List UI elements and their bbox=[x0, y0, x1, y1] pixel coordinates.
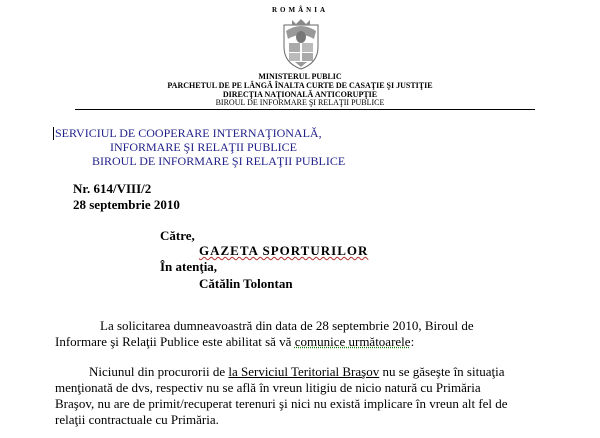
coat-of-arms-icon bbox=[278, 17, 324, 71]
recipient-name bbox=[199, 243, 368, 259]
reference-number: Nr. 614/VIII/2 bbox=[73, 181, 152, 196]
p1-text-a: Informare şi Relaţii Publice este abilitat să vă bbox=[55, 334, 295, 349]
institution-line-2: PARCHETUL DE PE LÂNGĂ ÎNALTA CURTE DE CASAŢIE ŞI JUSTIŢIE bbox=[167, 81, 433, 90]
recipient-person: Cătălin Tolontan bbox=[199, 276, 293, 291]
p1-text-c: : bbox=[410, 334, 415, 349]
recipient-to-label: Către, bbox=[160, 228, 195, 243]
p2-text-a: Niciunul din procurorii de bbox=[89, 364, 229, 379]
paragraph-2-line-1 bbox=[89, 364, 504, 380]
sender-line-3: BIROUL DE INFORMARE ŞI RELAŢII PUBLICE bbox=[92, 154, 346, 168]
reference-date: 28 septembrie 2010 bbox=[73, 197, 180, 212]
institution-line-1: MINISTERUL PUBLIC bbox=[258, 72, 342, 81]
paragraph-2-line-4: relaţii contractuale cu Primăria. bbox=[55, 412, 219, 427]
p2-text-b: la Serviciul Teritorial Braşov bbox=[228, 364, 380, 379]
country-heading: ROMÂNIA bbox=[272, 6, 328, 14]
p1-text-b: comunice următoarele bbox=[294, 334, 411, 349]
attention-label: În atenţia, bbox=[160, 259, 218, 274]
sender-line-1: SERVICIUL DE COOPERARE INTERNAŢIONALĂ, bbox=[55, 126, 322, 140]
recipient-name-text: GAZETA SPORTURILOR bbox=[199, 243, 369, 258]
institution-line-3: DIRECŢIA NAŢIONALĂ ANTICORUPŢIE bbox=[222, 90, 378, 99]
header-divider bbox=[75, 109, 535, 110]
paragraph-1-line-1: La solicitarea dumneavoastră din data de 28 septembrie 2010, Biroul de bbox=[100, 318, 474, 333]
institution-line-4: BIROUL DE INFORMARE ŞI RELAŢII PUBLICE bbox=[215, 98, 385, 107]
paragraph-2-line-3: Braşov, nu are de primit/recuperat terenuri şi nici nu există implicare în vreun alt fel de bbox=[55, 396, 508, 411]
sender-line-2: INFORMARE ŞI RELAŢII PUBLICE bbox=[110, 140, 298, 154]
paragraph-1-line-2 bbox=[55, 334, 414, 350]
text-cursor bbox=[53, 127, 54, 140]
p2-text-c: nu se găseşte în situaţia bbox=[379, 364, 505, 379]
paragraph-2-line-2: menţionată de dvs, respectiv nu se află în vreun litigiu de nicio natură cu Primăria bbox=[55, 380, 481, 395]
